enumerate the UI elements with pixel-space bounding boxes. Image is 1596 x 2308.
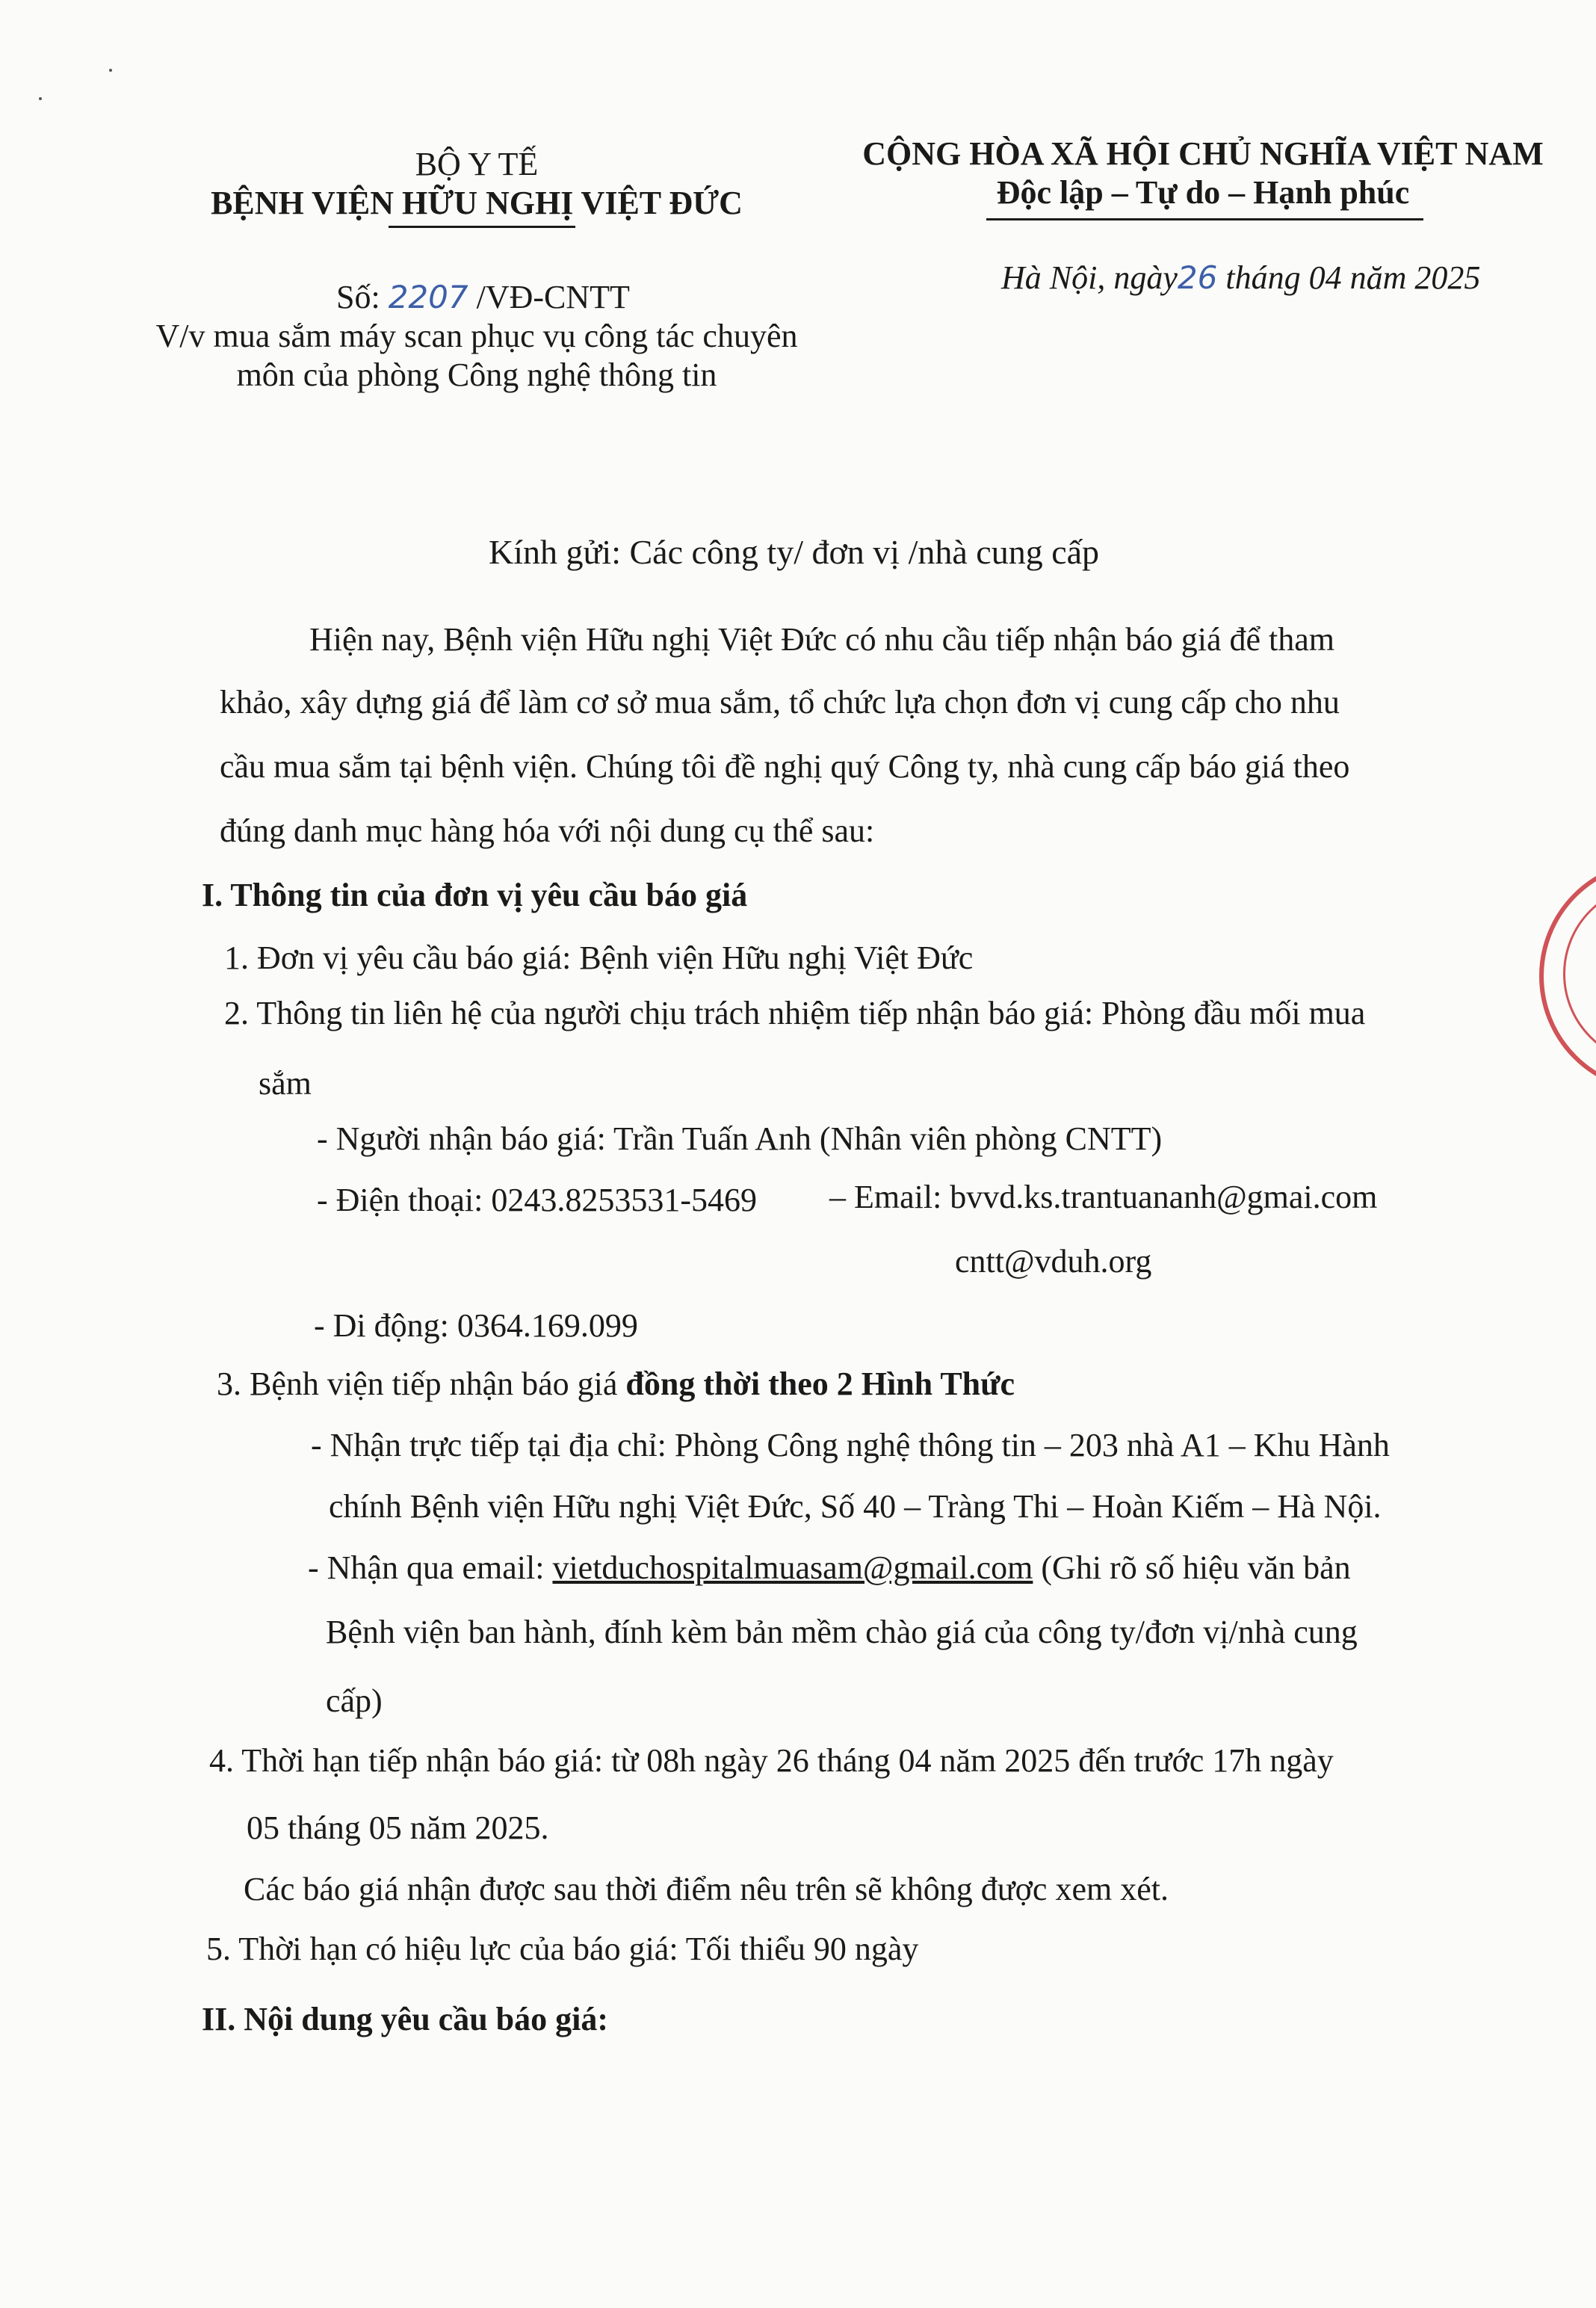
email-submission-line-3: cấp): [326, 1682, 383, 1719]
ministry-name: BỘ Y TẾ: [415, 146, 539, 182]
official-stamp: [1539, 860, 1596, 1093]
section-2-title: II. Nội dung yêu cầu báo giá:: [202, 2001, 609, 2037]
email-submission-suffix: (Ghi rõ số hiệu văn bản: [1033, 1549, 1351, 1586]
email-submission-prefix: - Nhận qua email:: [308, 1549, 553, 1586]
item-4-line-2: 05 tháng 05 năm 2025.: [247, 1809, 549, 1846]
official-stamp-inner-ring: [1563, 883, 1596, 1064]
item-5: 5. Thời hạn có hiệu lực của báo giá: Tối thiểu 90 ngày: [206, 1931, 919, 1967]
email-submission-line-2: Bệnh viện ban hành, đính kèm bản mềm chào giá của công ty/đơn vị/nhà cung: [326, 1614, 1358, 1650]
item-2-line-2: sắm: [259, 1065, 312, 1102]
so-prefix: Số:: [336, 279, 380, 315]
item-2-line-1: 2. Thông tin liên hệ của người chịu trách nhiệm tiếp nhận báo giá: Phòng đầu mối mua: [224, 995, 1366, 1031]
subject-line-1: V/v mua sắm máy scan phục vụ công tác chuyên: [155, 318, 798, 354]
subject-line-2: môn của phòng Công nghệ thông tin: [236, 357, 717, 393]
hospital-name: BỆNH VIỆN HỮU NGHỊ VIỆT ĐỨC: [211, 185, 743, 221]
mobile: - Di động: 0364.169.099: [314, 1307, 638, 1344]
email-secondary: cntt@vduh.org: [955, 1243, 1152, 1280]
recipient-line: Kính gửi: Các công ty/ đơn vị /nhà cung cấp: [489, 533, 1100, 571]
submission-email-link[interactable]: vietduchospitalmuasam@gmail.com: [552, 1549, 1033, 1586]
intro-line-3: cầu mua sắm tại bệnh viện. Chúng tôi đề nghị quý Công ty, nhà cung cấp báo giá theo: [220, 748, 1350, 785]
email-primary: – Email: bvvd.ks.trantuananh@gmai.com: [829, 1179, 1378, 1215]
item-1: 1. Đơn vị yêu cầu báo giá: Bệnh viện Hữu nghị Việt Đức: [224, 939, 974, 976]
hospital-underline: [389, 226, 575, 228]
so-suffix: /VĐ-CNTT: [476, 279, 630, 315]
scan-speck: [109, 69, 112, 72]
national-motto: Độc lập – Tự do – Hạnh phúc: [996, 174, 1410, 211]
place-date: [1001, 259, 1480, 297]
so-number-handwritten: 2207: [388, 279, 468, 315]
intro-line-4: đúng danh mục hàng hóa với nội dung cụ thể sau:: [220, 812, 875, 849]
intro-line-1: Hiện nay, Bệnh viện Hữu nghị Việt Đức có nhu cầu tiếp nhận báo giá để tham: [309, 621, 1335, 658]
item-4-line-1: 4. Thời hạn tiếp nhận báo giá: từ 08h ngày 26 tháng 04 năm 2025 đến trước 17h ngày: [209, 1742, 1334, 1779]
email-submission-line-1: [308, 1549, 1351, 1587]
intro-line-2: khảo, xây dựng giá để làm cơ sở mua sắm, tổ chức lựa chọn đơn vị cung cấp cho nhu: [220, 684, 1340, 721]
item-3: [217, 1365, 1015, 1403]
date-prefix: Hà Nội, ngày: [1001, 259, 1178, 296]
scan-speck: [39, 97, 42, 100]
section-1-title: I. Thông tin của đơn vị yêu cầu báo giá: [202, 877, 748, 913]
date-day-handwritten: 26: [1177, 259, 1218, 296]
document-number: [336, 278, 630, 316]
direct-line-2: chính Bệnh viện Hữu nghị Việt Đức, Số 40 – Tràng Thi – Hoàn Kiếm – Hà Nội.: [329, 1488, 1382, 1525]
motto-underline: [986, 218, 1423, 220]
country-name: CỘNG HÒA XÃ HỘI CHỦ NGHĨA VIỆT NAM: [862, 135, 1544, 172]
item-3-emphasis: đồng thời theo 2 Hình Thức: [625, 1366, 1015, 1402]
item-3-prefix: 3. Bệnh viện tiếp nhận báo giá: [217, 1366, 626, 1402]
direct-line-1: - Nhận trực tiếp tại địa chỉ: Phòng Công nghệ thông tin – 203 nhà A1 – Khu Hành: [311, 1427, 1390, 1463]
item-4-note: Các báo giá nhận được sau thời điểm nêu trên sẽ không được xem xét.: [244, 1871, 1169, 1907]
receiver: - Người nhận báo giá: Trần Tuấn Anh (Nhân viên phòng CNTT): [317, 1120, 1163, 1157]
phone: - Điện thoại: 0243.8253531-5469: [317, 1182, 758, 1218]
date-suffix: tháng 04 năm 2025: [1217, 259, 1481, 296]
